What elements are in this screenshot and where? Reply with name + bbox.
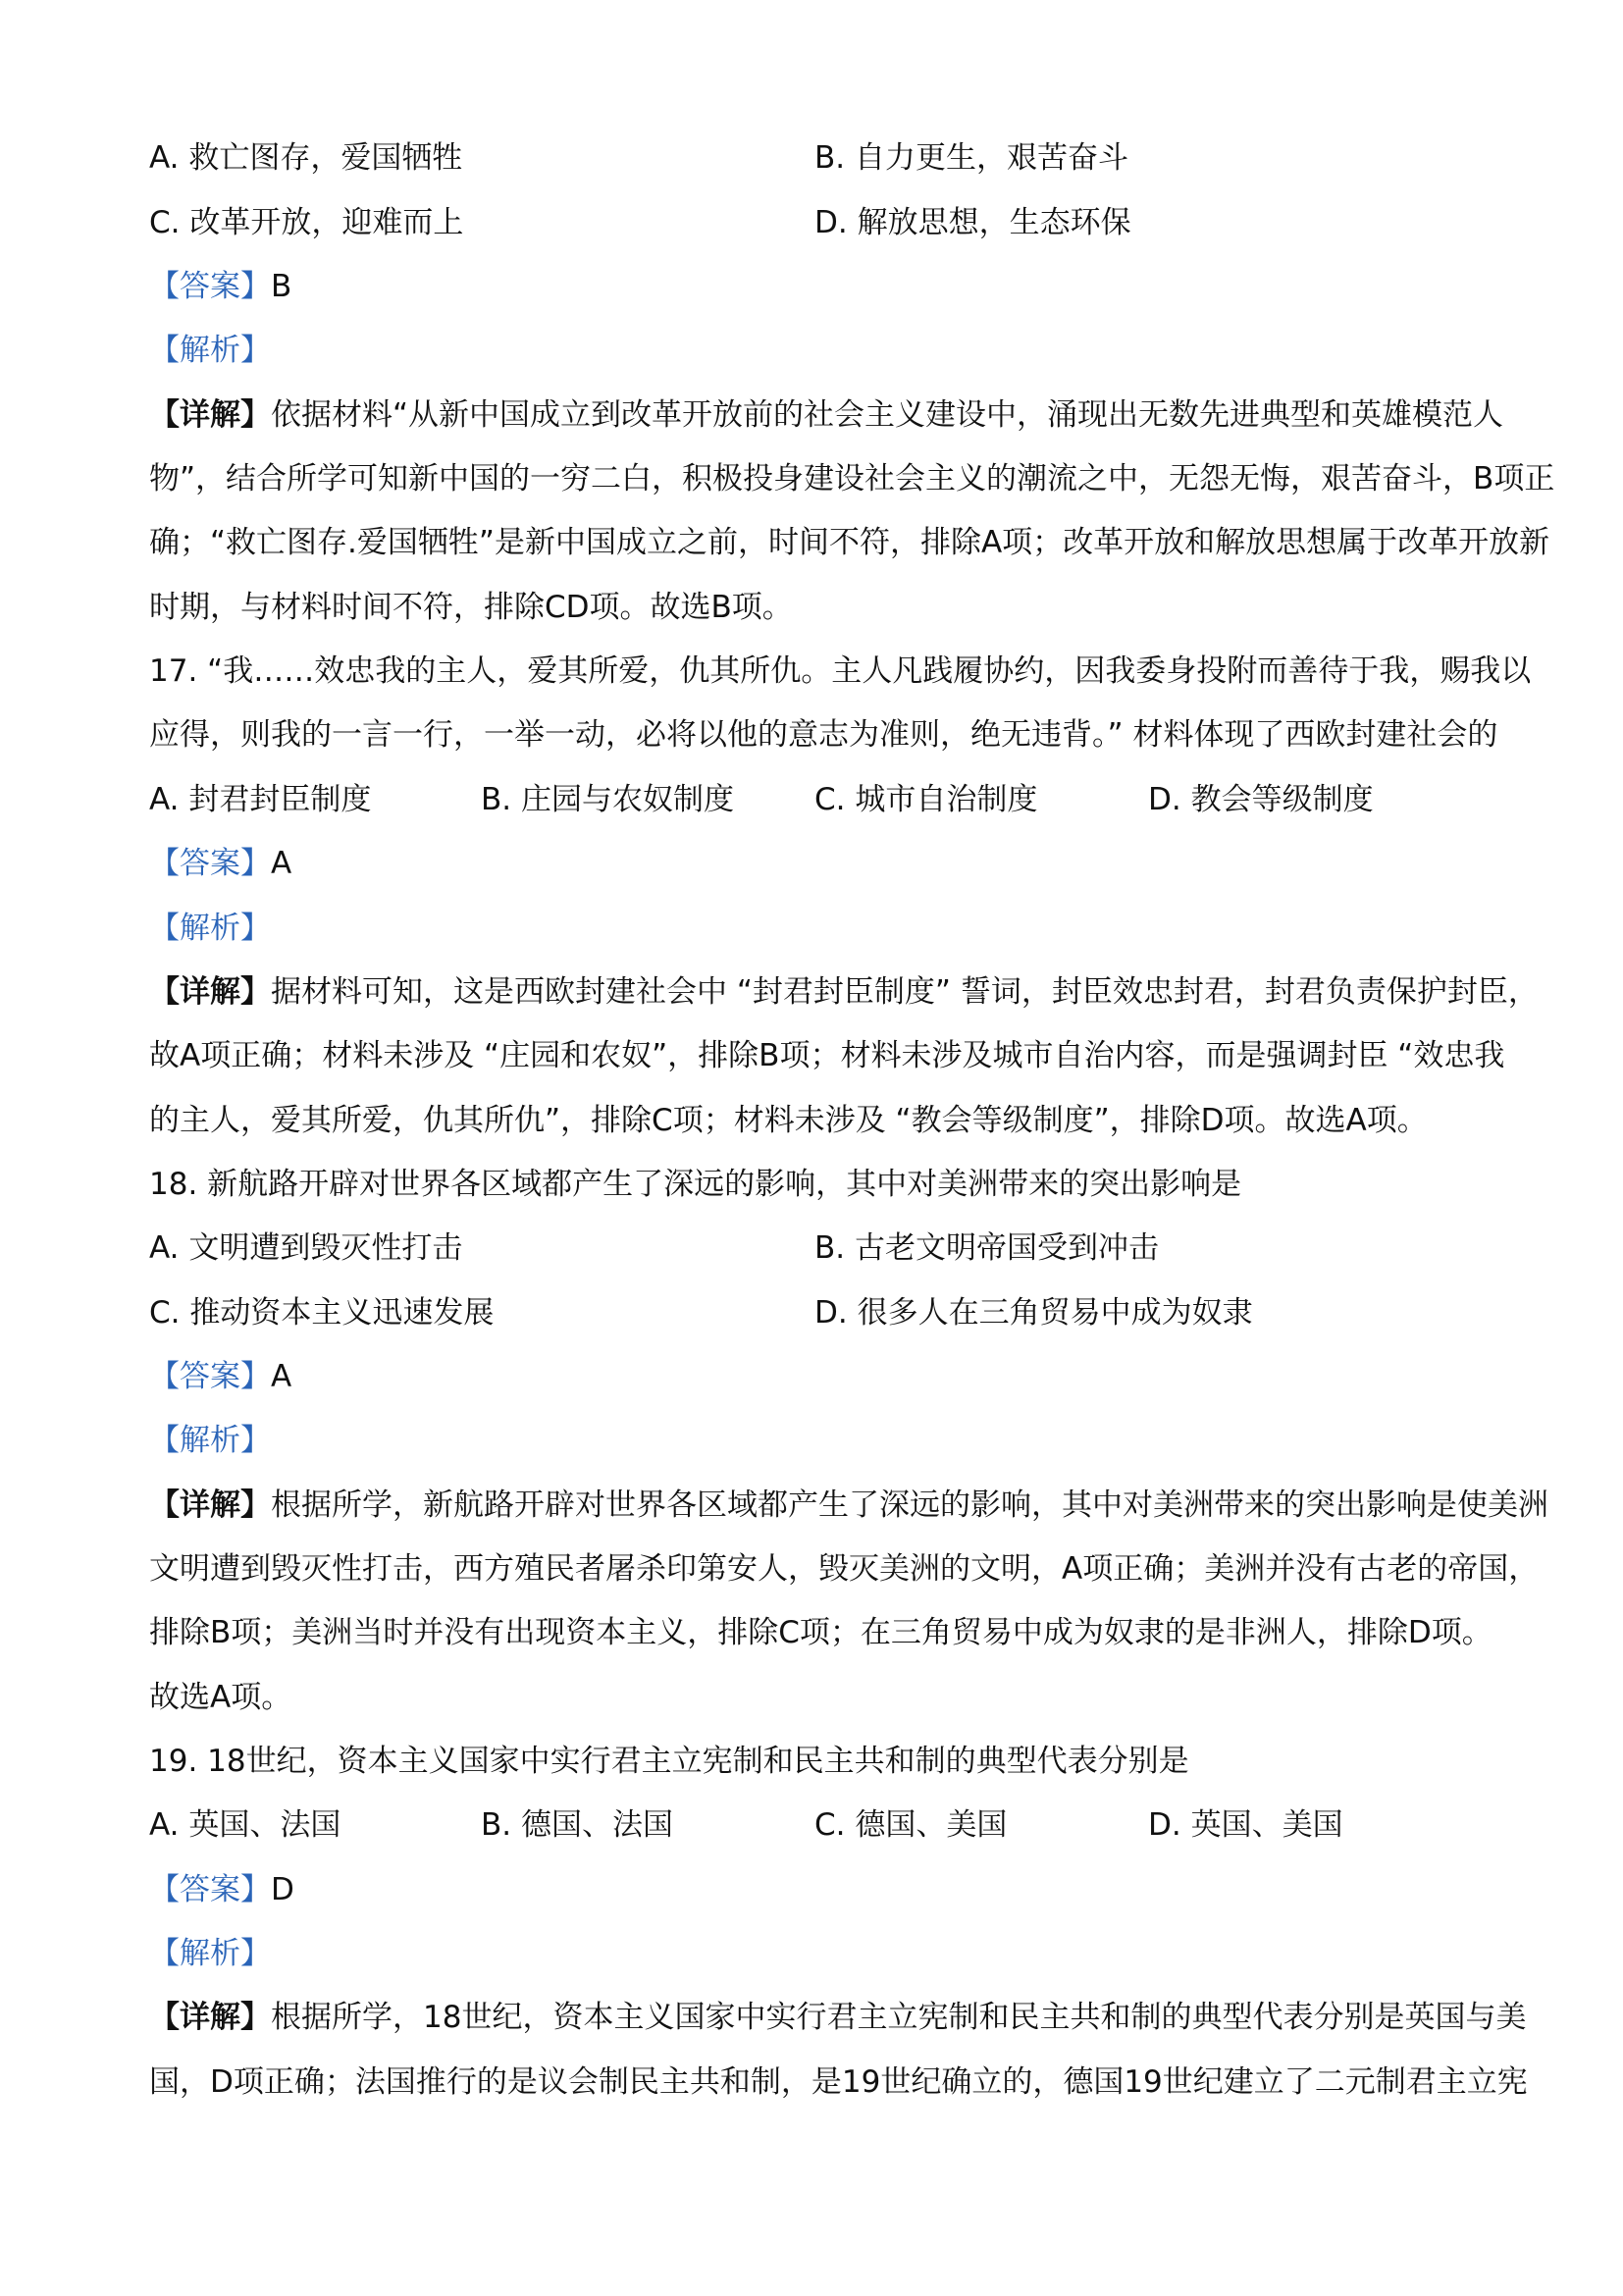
answer-value: A xyxy=(271,1359,292,1394)
q17-detail-line: 故A项正确；材料未涉及 “庄园和农奴”，排除B项；材料未涉及城市自治内容，而是强调封臣 “效忠我 xyxy=(149,1038,1505,1073)
q19-option-b: B. 德国、法国 xyxy=(481,1807,673,1843)
q17-option-d: D. 教会等级制度 xyxy=(1148,782,1374,817)
q19-option-d: D. 英国、美国 xyxy=(1148,1807,1343,1843)
q18-option-c: C. 推动资本主义迅速发展 xyxy=(149,1295,495,1331)
detail-tag: 【详解】 xyxy=(149,974,271,1010)
answer-value: B xyxy=(271,269,292,304)
q17-answer xyxy=(149,842,1484,885)
answer-tag: 【答案】 xyxy=(149,1872,271,1907)
q19-option-a: A. 英国、法国 xyxy=(149,1807,341,1843)
q18-detail-line xyxy=(149,1484,1548,1527)
answer-value: D xyxy=(271,1872,294,1907)
q18-answer xyxy=(149,1355,1484,1398)
q16-detail-line xyxy=(149,393,1504,437)
q19-detail-line: 国，D项正确；法国推行的是议会制民主共和制，是19世纪确立的，德国19世纪建立了二元制君主立宪 xyxy=(149,2064,1528,2100)
answer-tag: 【答案】 xyxy=(149,1359,271,1394)
detail-text: 根据所学，新航路开辟对世界各区域都产生了深远的影响，其中对美洲带来的突出影响是使美洲 xyxy=(271,1487,1548,1523)
q18-detail-line: 故选A项。 xyxy=(149,1680,292,1715)
answer-value: A xyxy=(271,846,292,881)
q19-analysis-tag: 【解析】 xyxy=(149,1936,271,1971)
q17-option-b: B. 庄园与农奴制度 xyxy=(481,782,734,817)
q16-detail-line: 确；“救亡图存.爱国牺牲”是新中国成立之前，时间不符，排除A项；改革开放和解放思想属于改革开放新 xyxy=(149,525,1550,560)
q18-option-d: D. 很多人在三角贸易中成为奴隶 xyxy=(814,1295,1253,1331)
q17-option-c: C. 城市自治制度 xyxy=(814,782,1038,817)
q17-stem: 17. “我……效忠我的主人，爱其所爱，仇其所仇。主人凡践履协约，因我委身投附而善待于我，赐我以 xyxy=(149,653,1532,689)
q18-detail-line: 文明遭到毁灭性打击，西方殖民者屠杀印第安人，毁灭美洲的文明，A项正确；美洲并没有古老的帝国， xyxy=(149,1551,1540,1587)
detail-tag: 【详解】 xyxy=(149,397,271,433)
q16-detail-line: 物”，结合所学可知新中国的一穷二白，积极投身建设社会主义的潮流之中，无怨无悔，艰苦奋斗，B项正 xyxy=(149,461,1555,496)
q19-option-c: C. 德国、美国 xyxy=(814,1807,1008,1843)
detail-tag: 【详解】 xyxy=(149,2000,271,2035)
answer-tag: 【答案】 xyxy=(149,269,271,304)
q18-detail-line: 排除B项；美洲当时并没有出现资本主义，排除C项；在三角贸易中成为奴隶的是非洲人，排除D项。 xyxy=(149,1615,1492,1650)
q19-detail-line xyxy=(149,1996,1527,2039)
q18-option-b: B. 古老文明帝国受到冲击 xyxy=(814,1230,1159,1266)
q16-option-c: C. 改革开放，迎难而上 xyxy=(149,205,464,240)
q17-detail-line: 的主人，爱其所爱，仇其所仇”，排除C项；材料未涉及 “教会等级制度”，排除D项。故选A项。 xyxy=(149,1103,1428,1138)
q16-detail-line: 时期，与材料时间不符，排除CD项。故选B项。 xyxy=(149,590,793,625)
q16-option-d: D. 解放思想，生态环保 xyxy=(814,205,1131,240)
q17-analysis-tag: 【解析】 xyxy=(149,911,271,946)
q18-option-a: A. 文明遭到毁灭性打击 xyxy=(149,1230,463,1266)
detail-tag: 【详解】 xyxy=(149,1487,271,1523)
detail-text: 据材料可知，这是西欧封建社会中 “封君封臣制度” 誓词，封臣效忠封君，封君负责保护封臣， xyxy=(271,974,1539,1010)
q18-analysis-tag: 【解析】 xyxy=(149,1423,271,1458)
q16-option-a: A. 救亡图存，爱国牺牲 xyxy=(149,140,463,176)
q17-detail-line xyxy=(149,970,1539,1014)
q17-stem: 应得，则我的一言一行，一举一动，必将以他的意志为准则，绝无违背。” 材料体现了西欧封建社会的 xyxy=(149,717,1498,753)
answer-tag: 【答案】 xyxy=(149,846,271,881)
q16-answer xyxy=(149,265,1484,308)
q19-stem: 19. 18世纪，资本主义国家中实行君主立宪制和民主共和制的典型代表分别是 xyxy=(149,1744,1189,1779)
q16-analysis-tag: 【解析】 xyxy=(149,333,271,368)
q17-option-a: A. 封君封臣制度 xyxy=(149,782,372,817)
detail-text: 根据所学，18世纪，资本主义国家中实行君主立宪制和民主共和制的典型代表分别是英国与美 xyxy=(271,2000,1527,2035)
detail-text: 依据材料“从新中国成立到改革开放前的社会主义建设中，涌现出无数先进典型和英雄模范人 xyxy=(271,397,1504,433)
q16-option-b: B. 自力更生，艰苦奋斗 xyxy=(814,140,1128,176)
q18-stem: 18. 新航路开辟对世界各区域都产生了深远的影响，其中对美洲带来的突出影响是 xyxy=(149,1167,1242,1202)
q19-answer xyxy=(149,1868,1484,1911)
